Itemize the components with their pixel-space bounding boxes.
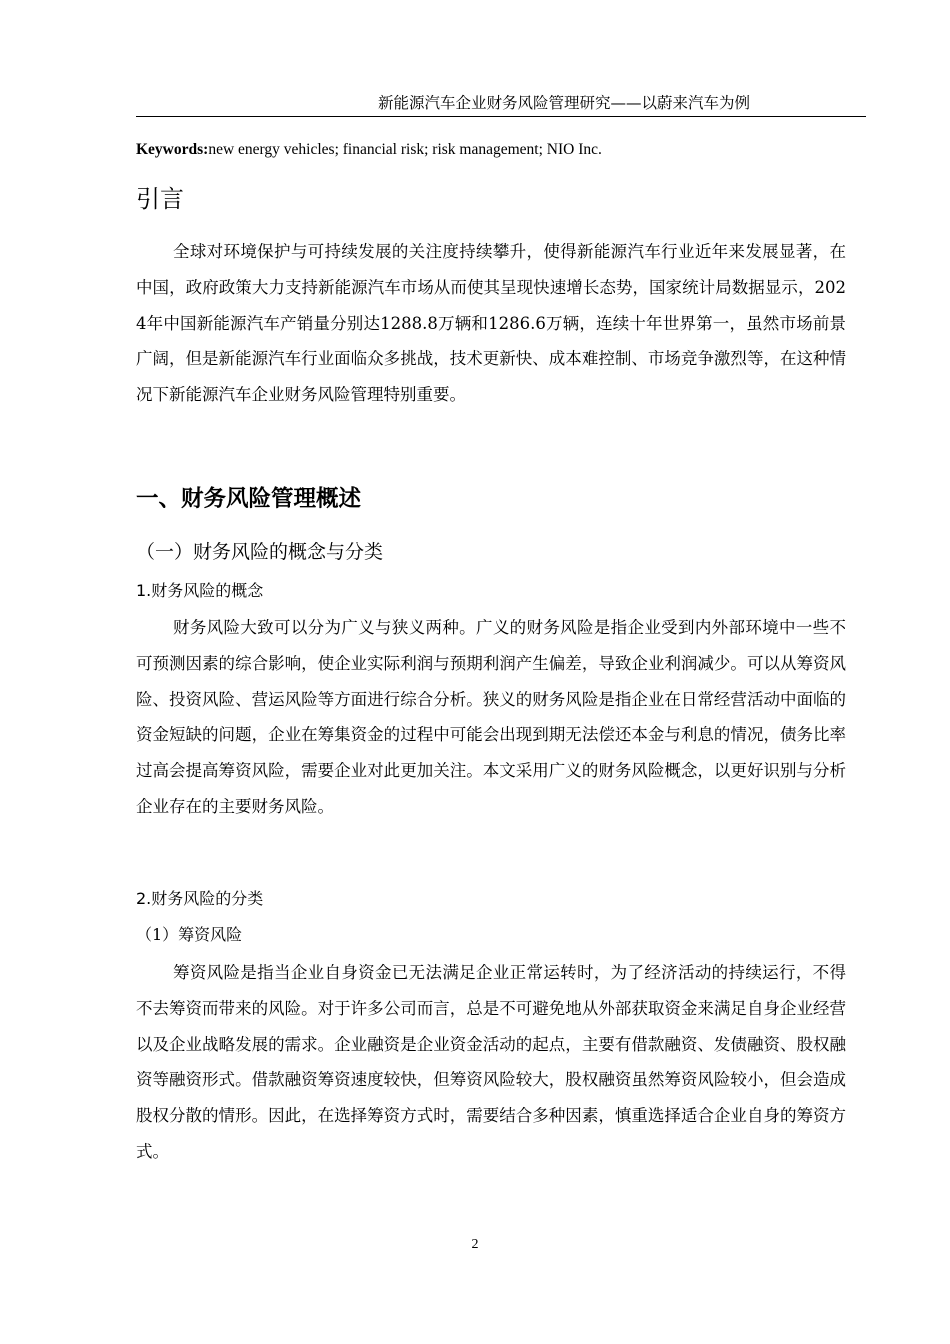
page-number: 2: [471, 1237, 479, 1252]
concept-heading: 1.财务风险的概念: [136, 581, 264, 600]
intro-paragraph: 全球对环境保护与可持续发展的关注度持续攀升，使得新能源汽车行业近年来发展显著，在中国，政府政策大力支持新能源汽车市场从而使其呈现快速增长态势，国家统计局数据显示，2024年中国新能源汽车产销量分别达1288.8万辆和1286.6万辆，连续十年世界第一，虽然市场前景广阔，但是新能源汽车行业面临众多挑战，技术更新快、成本难控制、市场竞争激烈等，在这种情况下新能源汽车企业财务风险管理特别重要。: [136, 242, 846, 405]
financing-risk-paragraph: 筹资风险是指当企业自身资金已无法满足企业正常运转时，为了经济活动的持续运行，不得不去筹资而带来的风险。对于许多公司而言，总是不可避免地从外部获取资金来满足自身企业经营以及企业战略发展的需求。企业融资是企业资金活动的起点，主要有借款融资、发债融资、股权融资等融资形式。借款融资筹资速度较快，但筹资风险较大，股权融资虽然筹资风险较小，但会造成股权分散的情形。因此，在选择筹资方式时，需要结合多种因素，慎重选择适合企业自身的筹资方式。: [136, 963, 846, 1161]
keywords-text: new energy vehicles; financial risk; risk management; NIO Inc.: [208, 141, 602, 158]
running-title: 新能源汽车企业财务风险管理研究——以蔚来汽车为例: [377, 94, 750, 112]
financing-risk-heading: （1）筹资风险: [136, 925, 243, 944]
running-header: [136, 92, 866, 117]
keywords-line: [136, 140, 866, 160]
classification-heading: 2.财务风险的分类: [136, 889, 264, 908]
keywords-label: Keywords:: [136, 141, 209, 158]
section-heading: 一、财务风险管理概述: [136, 486, 362, 512]
intro-heading: 引言: [136, 185, 184, 213]
concept-paragraph: 财务风险大致可以分为广义与狭义两种。广义的财务风险是指企业受到内外部环境中一些不可预测因素的综合影响，使企业实际利润与预期利润产生偏差，导致企业利润减少。可以从筹资风险、投资风险、营运风险等方面进行综合分析。狭义的财务风险是指企业在日常经营活动中面临的资金短缺的问题，企业在筹集资金的过程中可能会出现到期无法偿还本金与利息的情况，债务比率过高会提高筹资风险，需要企业对此更加关注。本文采用广义的财务风险概念，以更好识别与分析企业存在的主要财务风险。: [136, 618, 846, 816]
subsection-heading: （一）财务风险的概念与分类: [136, 541, 384, 563]
